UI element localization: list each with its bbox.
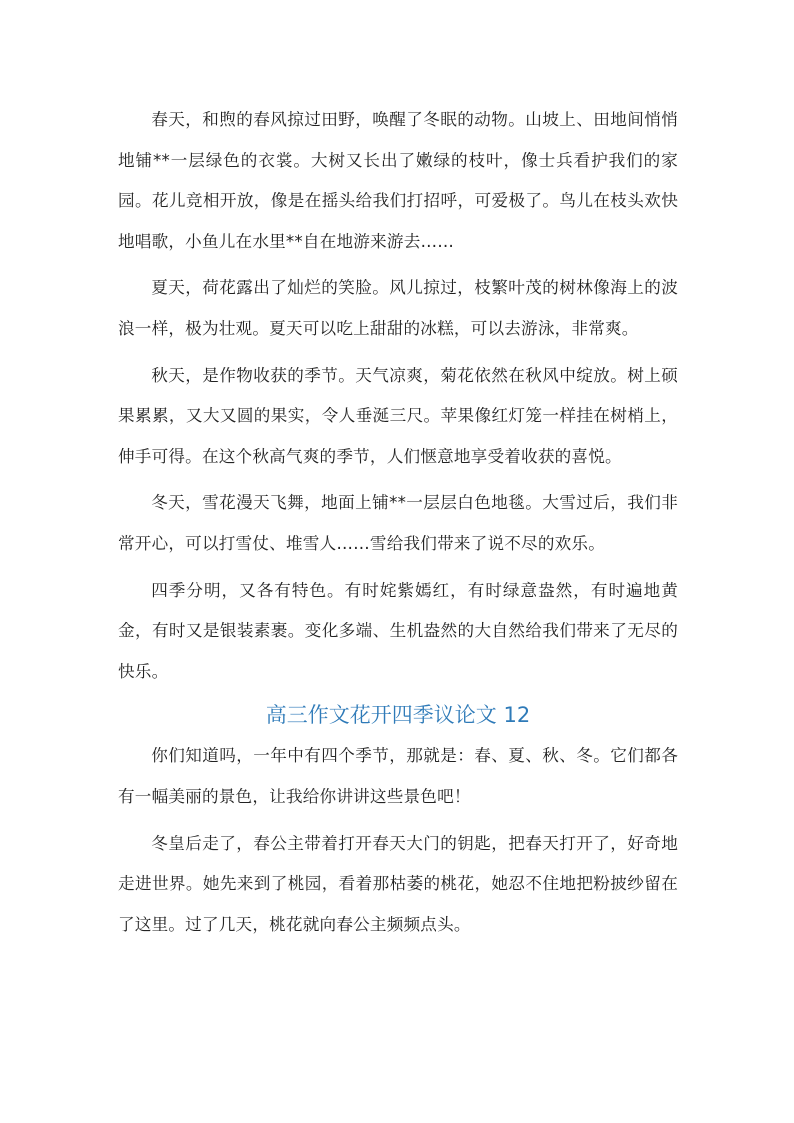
- essay-heading: 高三作文花开四季议论文 12: [265, 703, 531, 728]
- paragraph-summer: 夏天，荷花露出了灿烂的笑脸。风儿掠过，枝繁叶茂的树林像海上的波浪一样，极为壮观。夏天可以吃上甜甜的冰糕，可以去游泳，非常爽。: [118, 278, 678, 338]
- document-page: [118, 100, 678, 951]
- paragraph-spring: 春天，和煦的春风掠过田野，唤醒了冬眠的动物。山坡上、田地间悄悄地铺**一层绿色的衣裳。大树又长出了嫩绿的枝叶，像士兵看护我们的家园。花儿竞相开放，像是在摇头给我们打招呼，可爱极了。鸟儿在枝头欢快地唱歌，小鱼儿在水里**自在地游来游去……: [118, 110, 678, 251]
- paragraph-winter: 冬天，雪花漫天飞舞，地面上铺**一层层白色地毯。大雪过后，我们非常开心，可以打雪仗、堆雪人……雪给我们带来了说不尽的欢乐。: [118, 493, 678, 553]
- paragraph-seasons-summary: 四季分明，又各有特色。有时姹紫嫣红，有时绿意盎然，有时遍地黄金，有时又是银装素裹。变化多端、生机盎然的大自然给我们带来了无尽的快乐。: [118, 580, 678, 681]
- paragraph-autumn: 秋天，是作物收获的季节。天气凉爽，菊花依然在秋风中绽放。树上硕果累累，又大又圆的果实，令人垂涎三尺。苹果像红灯笼一样挂在树梢上，伸手可得。在这个秋高气爽的季节，人们惬意地享受着收获的喜悦。: [118, 365, 678, 466]
- paragraph-spring-princess: 冬皇后走了，春公主带着打开春天大门的钥匙，把春天打开了，好奇地走进世界。她先来到了桃园，看着那枯萎的桃花，她忍不住地把粉披纱留在了这里。过了几天，桃花就向春公主频频点头。: [118, 833, 678, 934]
- paragraph-intro: 你们知道吗，一年中有四个季节，那就是：春、夏、秋、冬。它们都各有一幅美丽的景色，让我给你讲讲这些景色吧！: [118, 746, 678, 806]
